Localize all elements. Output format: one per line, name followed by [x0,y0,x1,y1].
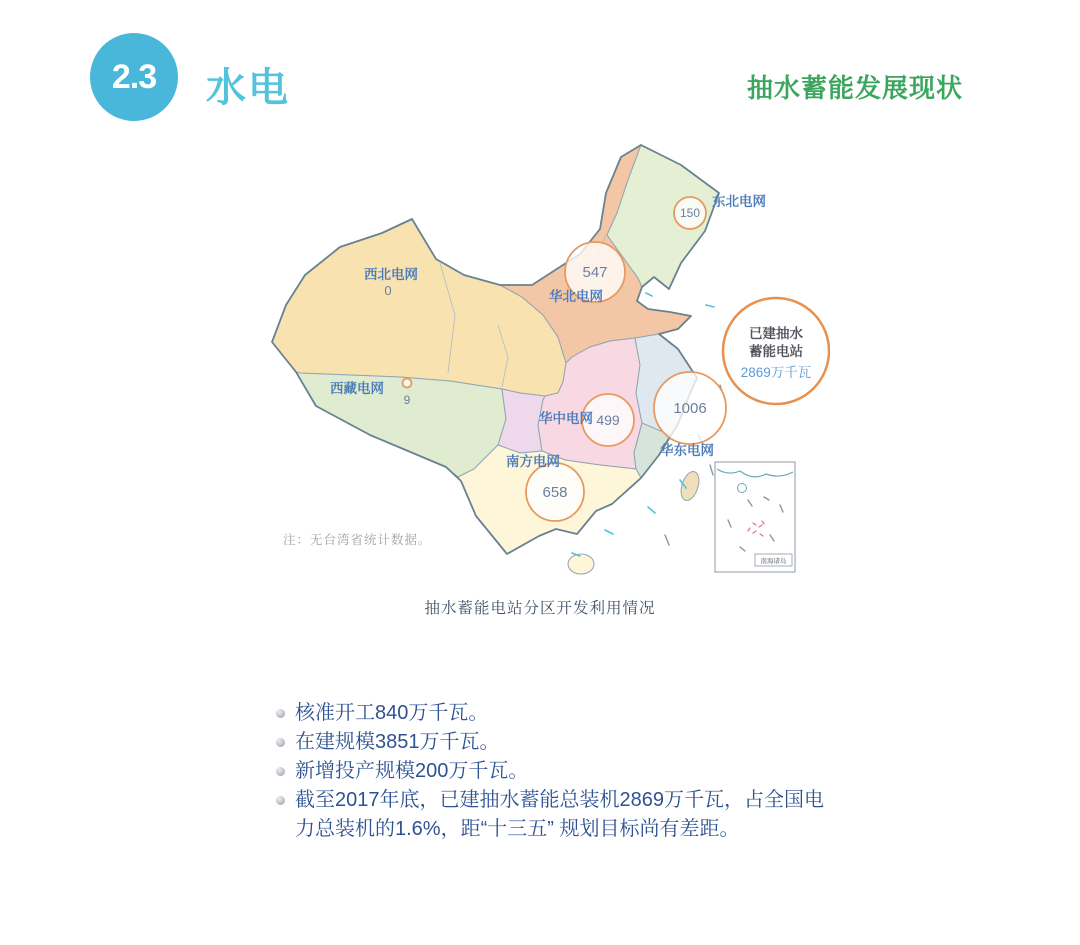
list-item [276,757,824,786]
bullet-icon [276,709,285,718]
section-number: 2.3 [111,57,157,96]
bullet-icon [276,738,285,747]
bullet-icon [276,767,285,776]
label-east-china-grid: 华东电网 [660,443,714,458]
total-label-line1: 已建抽水 [749,326,803,341]
label-northwest-grid: 西北电网 [364,267,418,282]
label-tibet-grid: 西藏电网 [330,381,384,396]
page-title: 水电 [206,66,290,110]
inset-label: 南海诸岛 [760,558,787,565]
value-north-china: 547 [582,264,608,281]
total-label-line2: 蓄能电站 [749,344,803,359]
list-item [276,728,824,757]
map-caption: 抽水蓄能电站分区开发利用情况 [424,600,656,617]
island-marks [646,293,652,296]
region-sichuan [498,389,545,453]
bullet-list [276,699,824,844]
value-northeast: 150 [679,206,701,220]
china-grid-map [250,135,830,595]
map-svg [250,135,830,595]
total-value: 2869万千瓦 [740,365,812,380]
bullet-text: 新增投产规模200万千瓦。 [295,760,529,782]
bullet-icon [276,796,285,805]
island-marks [665,535,669,545]
bubble-tibet [403,379,412,388]
region-hainan [568,554,594,574]
island-marks [710,465,713,475]
island-marks [605,530,613,534]
label-central-china-grid: 华中电网 [539,411,593,426]
island-marks [706,305,714,307]
value-northwest: 0 [384,283,392,298]
region-taiwan [678,469,702,502]
region-northwest-grid [272,219,566,396]
page-subtitle: 抽水蓄能发展现状 [746,73,963,103]
section-number-badge [90,33,178,121]
value-tibet: 9 [403,393,411,407]
region-tibet-grid [296,372,506,477]
value-southern: 658 [542,484,568,501]
label-southern-grid: 南方电网 [506,454,560,469]
list-item [276,699,824,728]
south-china-sea-inset [715,462,795,572]
bullet-text: 在建规模3851万千瓦。 [295,731,500,753]
value-central-china: 499 [596,412,620,428]
list-item [276,786,824,844]
island-marks [648,507,655,513]
bullet-text: 截至2017年底，已建抽水蓄能总装机2869万千瓦，占全国电力总装机的1.6%，距“十三五” 规划目标尚有差距。 [295,789,824,840]
map-note: 注：无台湾省统计数据。 [283,533,432,547]
bullet-text: 核准开工840万千瓦。 [295,702,489,724]
label-northeast-grid: 东北电网 [712,194,766,209]
label-north-china-grid: 华北电网 [549,289,603,304]
value-east-china: 1006 [673,400,707,417]
